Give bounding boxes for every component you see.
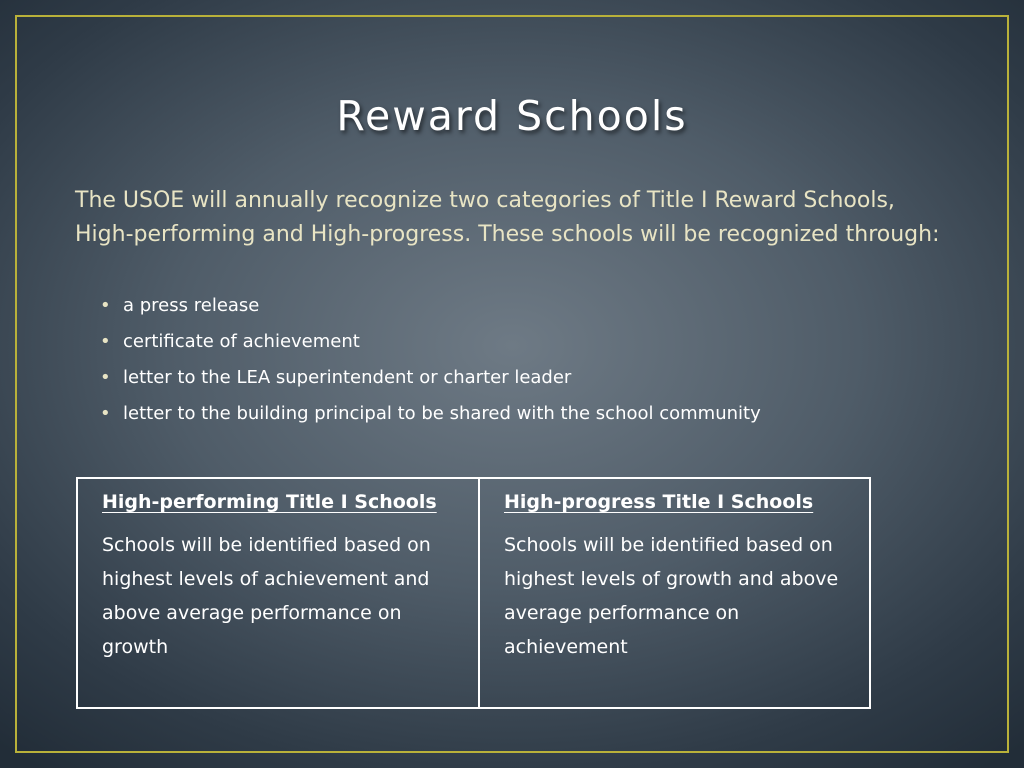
intro-paragraph: The USOE will annually recognize two categories of Title I Reward Schools, High-performing and High-progress. These schools will be recognized through: — [75, 188, 940, 247]
high-progress-column — [480, 479, 869, 707]
recognition-list — [100, 290, 960, 434]
bullet-icon: • — [100, 403, 111, 424]
column-heading: High-progress Title I Schools — [504, 491, 814, 513]
list-item — [100, 362, 960, 398]
high-performing-column — [78, 479, 480, 707]
slide-title: Reward Schools — [336, 92, 688, 140]
bullet-icon: • — [100, 367, 111, 388]
list-item-text: a press release — [123, 295, 260, 316]
column-description: Schools will be identified based on highest levels of achievement and above average performance on growth — [102, 534, 431, 658]
list-item-text: letter to the LEA superintendent or charter leader — [123, 367, 572, 388]
school-categories-table — [76, 477, 871, 709]
list-item — [100, 290, 960, 326]
list-item — [100, 326, 960, 362]
list-item-text: certificate of achievement — [123, 331, 360, 352]
bullet-icon: • — [100, 295, 111, 316]
bullet-icon: • — [100, 331, 111, 352]
column-heading: High-performing Title I Schools — [102, 491, 437, 513]
column-description: Schools will be identified based on highest levels of growth and above average performance on achievement — [504, 534, 839, 658]
list-item-text: letter to the building principal to be shared with the school community — [123, 403, 761, 424]
list-item — [100, 398, 960, 434]
